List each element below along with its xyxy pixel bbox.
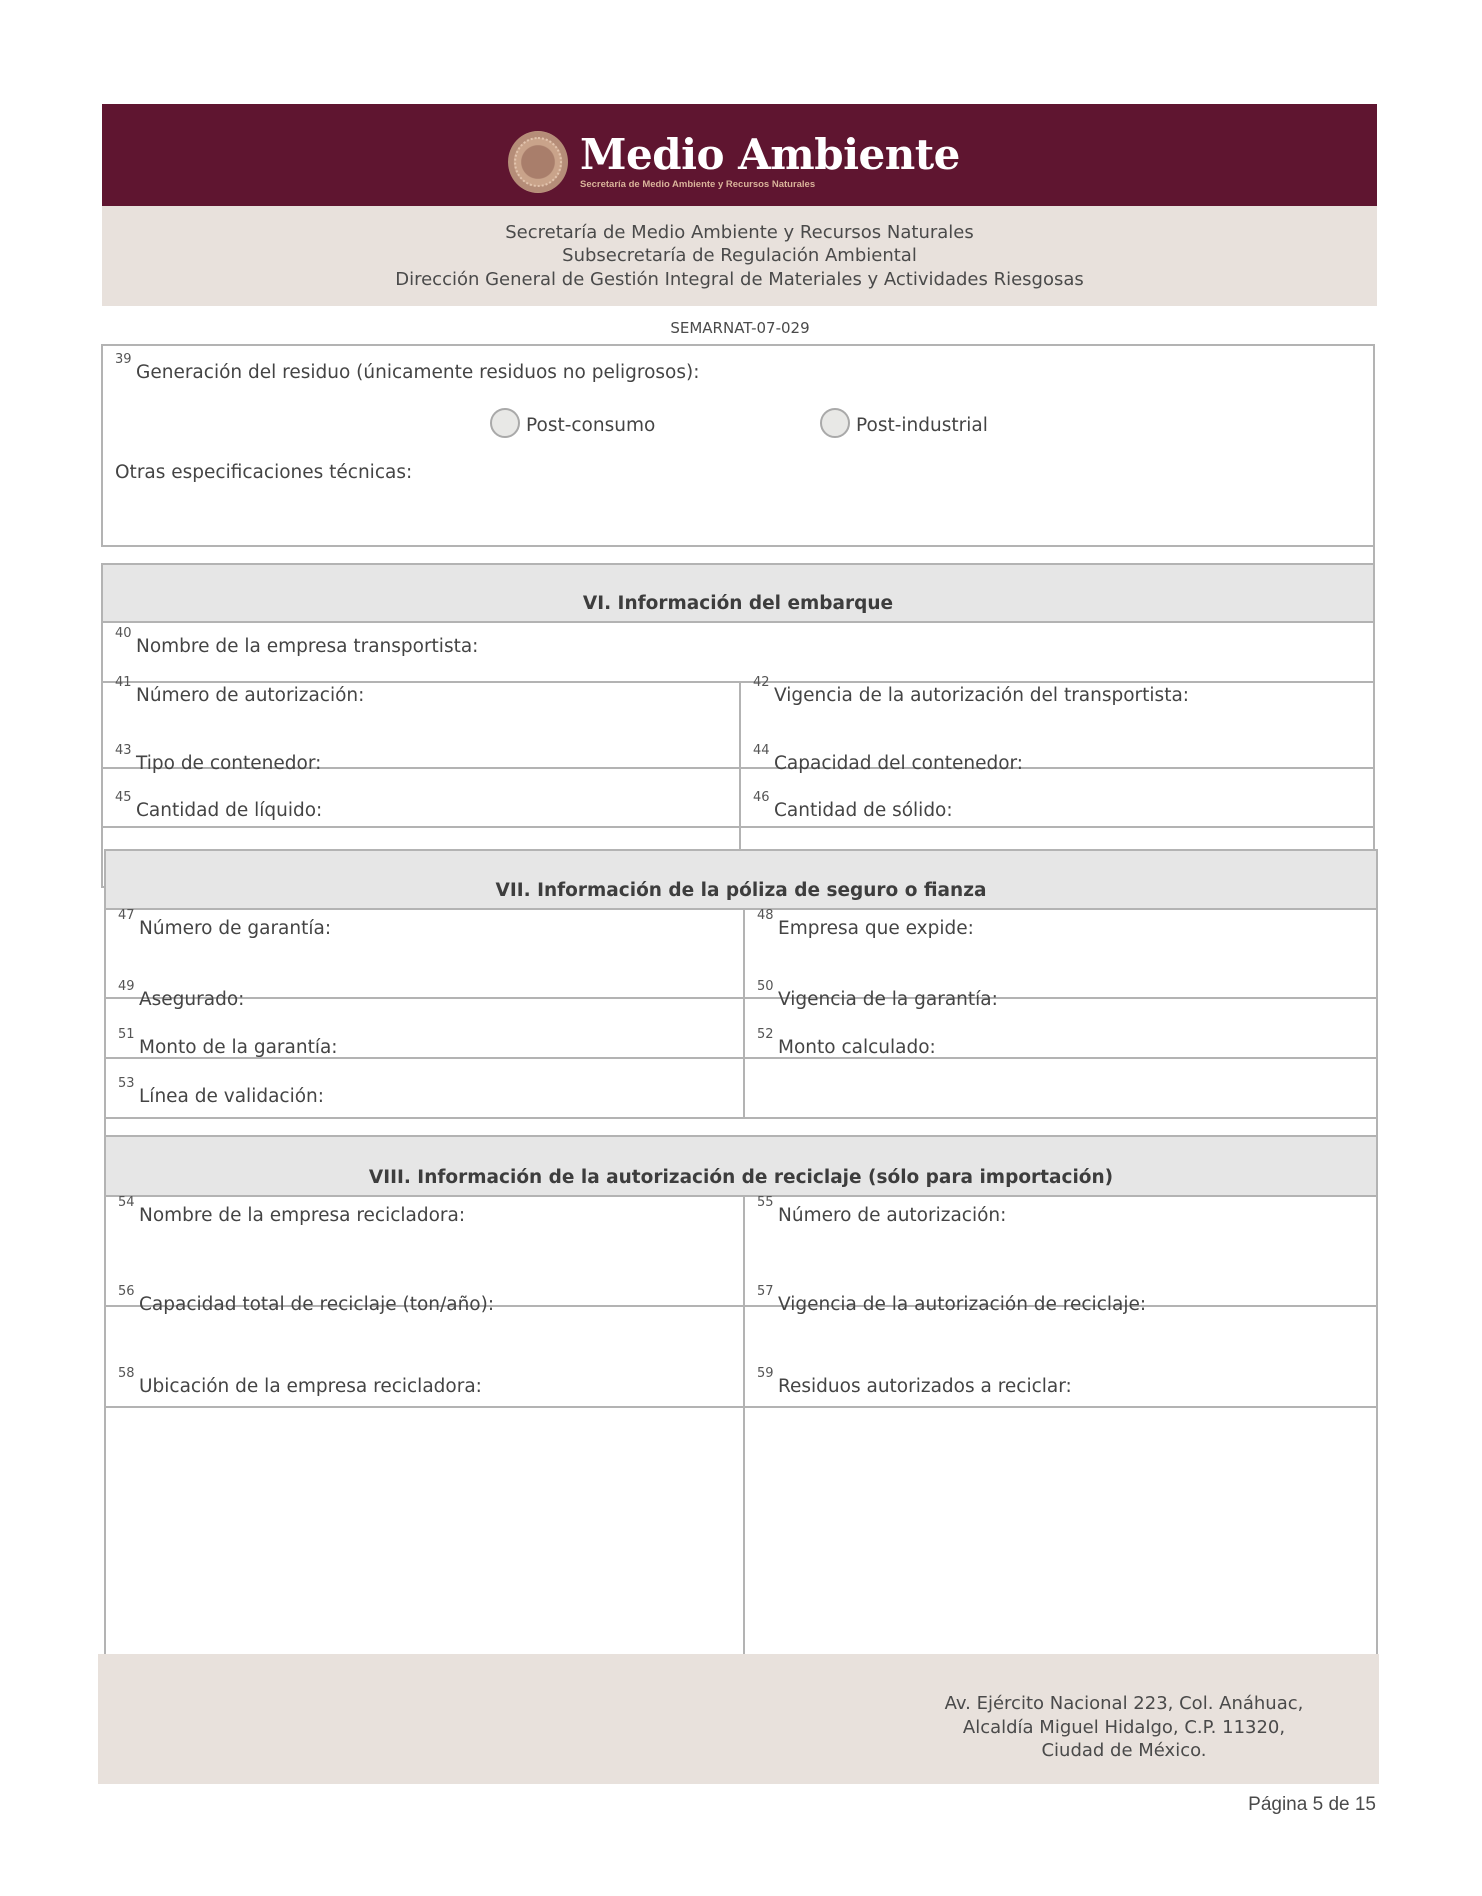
section-vii-header <box>106 851 1376 909</box>
field-label: Número de autorización: <box>136 685 365 706</box>
post-consumo-label: Post-consumo <box>526 415 656 436</box>
header-line-direccion: Dirección General de Gestión Integral de Materiales y Actividades Riesgosas <box>395 268 1084 290</box>
field-label: Capacidad total de reciclaje (ton/año): <box>139 1294 495 1315</box>
row-divider <box>104 1117 1378 1119</box>
field-39-label: Generación del residuo (únicamente residuos no peligrosos): <box>136 362 700 383</box>
row-divider <box>104 1406 1378 1408</box>
field-number: 39 <box>115 352 132 367</box>
field-label: Asegurado: <box>139 989 245 1010</box>
row-divider <box>104 1195 1378 1197</box>
field-number: 46 <box>753 790 770 805</box>
row-divider <box>104 908 1378 910</box>
brand-logo <box>508 130 960 194</box>
coat-of-arms-emblem-icon <box>508 131 568 193</box>
page-number: Página 5 de 15 <box>1248 1794 1376 1815</box>
field-number: 42 <box>753 675 770 690</box>
section-vii-title: VII. Información de la póliza de seguro o fianza <box>495 880 987 901</box>
field-label: Residuos autorizados a reciclar: <box>778 1376 1072 1397</box>
post-consumo-radio[interactable] <box>490 408 520 438</box>
row-divider <box>104 997 1378 999</box>
address-line: Ciudad de México. <box>1041 1740 1207 1761</box>
field-number: 49 <box>118 979 135 994</box>
field-label: Nombre de la empresa recicladora: <box>139 1205 466 1226</box>
field-number: 56 <box>118 1284 135 1299</box>
field-label: Número de autorización: <box>778 1205 1007 1226</box>
brand-subtitle: Secretaría de Medio Ambiente y Recursos Naturales <box>580 179 816 190</box>
field-number: 54 <box>118 1195 135 1210</box>
field-number: 57 <box>757 1284 774 1299</box>
address-line: Alcaldía Miguel Hidalgo, C.P. 11320, <box>962 1716 1286 1738</box>
field-number: 53 <box>118 1076 135 1091</box>
header-line-subsecretaria: Subsecretaría de Regulación Ambiental <box>562 245 917 267</box>
brand-title: Medio Ambiente <box>580 130 960 179</box>
field-number: 48 <box>757 908 774 923</box>
footer-band <box>98 1654 1379 1784</box>
field-label: Vigencia de la garantía: <box>778 989 998 1010</box>
field-number: 52 <box>757 1027 774 1042</box>
row-divider <box>101 621 1375 623</box>
field-label: Nombre de la empresa transportista: <box>136 636 479 657</box>
section-vi-title: VI. Información del embarque <box>582 593 894 614</box>
row-divider <box>101 826 1375 828</box>
field-label: Número de garantía: <box>139 918 332 939</box>
field-label: Cantidad de líquido: <box>136 800 323 821</box>
field-number: 40 <box>115 626 132 641</box>
field-number: 51 <box>118 1027 135 1042</box>
footer-address <box>938 1692 1310 1763</box>
field-number: 50 <box>757 979 774 994</box>
field-label: Tipo de contenedor: <box>136 753 322 774</box>
field-number: 44 <box>753 743 770 758</box>
field-label: Capacidad del contenedor: <box>774 753 1024 774</box>
field-label: Monto de la garantía: <box>139 1037 338 1058</box>
field-label: Vigencia de la autorización de reciclaje: <box>778 1294 1147 1315</box>
field-label: Vigencia de la autorización del transportista: <box>774 685 1190 706</box>
header-agency-block <box>102 206 1377 306</box>
header-line-secretaria: Secretaría de Medio Ambiente y Recursos Naturales <box>505 221 974 243</box>
section-vi-header <box>103 565 1373 622</box>
connector-line <box>1373 545 1375 565</box>
post-industrial-radio[interactable] <box>820 408 850 438</box>
field-number: 41 <box>115 675 132 690</box>
field-number: 55 <box>757 1195 774 1210</box>
row-divider <box>101 681 1375 683</box>
field-label: Línea de validación: <box>139 1086 325 1107</box>
field-label: Monto calculado: <box>778 1037 936 1058</box>
address-line: Av. Ejército Nacional 223, Col. Anáhuac, <box>944 1693 1304 1714</box>
column-divider <box>743 908 745 1118</box>
other-specs-label: Otras especificaciones técnicas: <box>115 462 413 483</box>
field-label: Empresa que expide: <box>778 918 974 939</box>
form-code: SEMARNAT-07-029 <box>670 319 810 337</box>
post-industrial-label: Post-industrial <box>856 415 988 436</box>
field-number: 47 <box>118 908 135 923</box>
field-label: Ubicación de la empresa recicladora: <box>139 1376 482 1397</box>
field-number: 59 <box>757 1366 774 1381</box>
field-number: 43 <box>115 743 132 758</box>
field-number: 45 <box>115 790 132 805</box>
field-number: 58 <box>118 1366 135 1381</box>
column-divider <box>743 1195 745 1686</box>
section-viii-header <box>106 1137 1376 1196</box>
field-label: Cantidad de sólido: <box>774 800 953 821</box>
section-viii-title: VIII. Información de la autorización de reciclaje (sólo para importación) <box>368 1167 1114 1188</box>
